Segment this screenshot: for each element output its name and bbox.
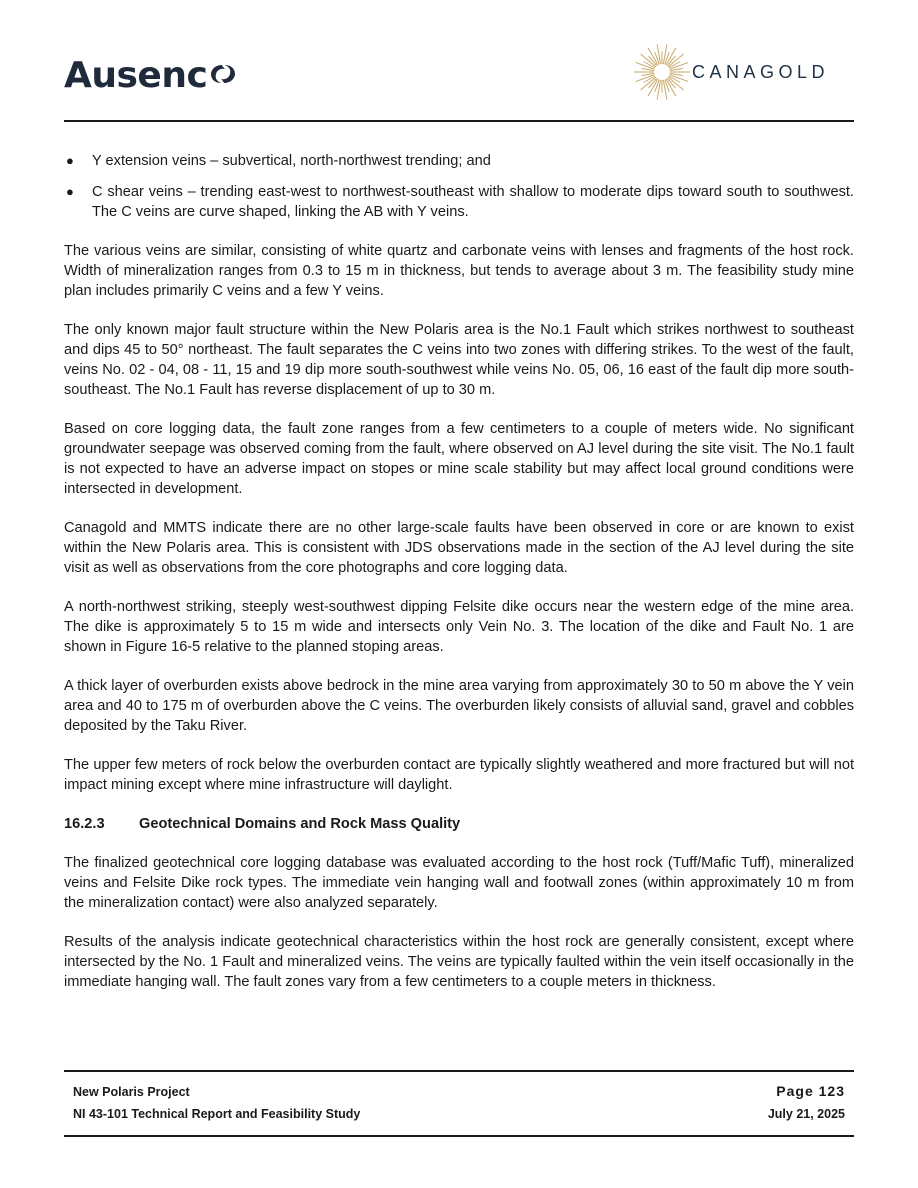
page-footer [73, 1083, 845, 1131]
paragraph: The various veins are similar, consisting of white quartz and carbonate veins with lenses and fragments of the host rock. Width of mineralization ranges from 0.3 to 15 m in thickness, but tends to average about 3 m. The feasibility study mine plan includes primarily C veins and a few Y veins. [64, 243, 854, 299]
bullet-text: Y extension veins – subvertical, north-northwest trending; and [92, 153, 491, 169]
header-divider [64, 120, 854, 122]
bullet-text: C shear veins – trending east-west to northwest-southeast with shallow to moderate dips toward south to southwest. The C veins are curve shaped, linking the AB with Y veins. [92, 184, 854, 220]
list-item: ● Y extension veins – subvertical, north-northwest trending; and [66, 153, 491, 169]
paragraph: Canagold and MMTS indicate there are no other large-scale faults have been observed in core or are known to exist within the New Polaris area. This is consistent with JDS observations made in the section of the AJ level during the site visit as well as observations from the core photographs and core logging data. [64, 520, 854, 576]
paragraph: A north-northwest striking, steeply west-southwest dipping Felsite dike occurs near the western edge of the mine area. The dike is approximately 5 to 15 m wide and intersects only Vein No. 3. The location of the dike and Fault No. 1 are shown in Figure 16-5 relative to the planned stoping areas. [64, 599, 854, 655]
section-heading [64, 814, 854, 834]
paragraph: Based on core logging data, the fault zone ranges from a few centimeters to a couple of meters wide. No significant groundwater seepage was observed coming from the fault, where observed on AJ level during the site visit. The No.1 fault is not expected to have an adverse impact on stopes or mine scale stability but may affect local ground conditions were intersected in development. [64, 421, 854, 497]
ausenco-logo [64, 56, 238, 97]
ausenco-swirl-icon [208, 57, 238, 97]
page-header [64, 38, 854, 124]
page-number: Page 123 [776, 1083, 845, 1099]
footer-date: July 21, 2025 [767, 1107, 845, 1121]
section-title: Geotechnical Domains and Rock Mass Quality [139, 816, 461, 832]
canagold-logo [634, 38, 854, 108]
ausenco-logo-text: Ausenc [64, 55, 208, 96]
canagold-logo-text: CANAGOLD [692, 62, 830, 82]
footer-divider-bottom [64, 1135, 854, 1137]
bullet-list [64, 151, 854, 222]
footer-divider-top [64, 1070, 854, 1072]
section-number: 16.2.3 [64, 816, 105, 832]
footer-report-title: NI 43-101 Technical Report and Feasibility Study [73, 1107, 361, 1121]
footer-project: New Polaris Project [73, 1085, 190, 1099]
paragraph: The upper few meters of rock below the overburden contact are typically slightly weathered and more fractured but will not impact mining except where mine infrastructure will daylight. [64, 757, 854, 793]
list-item: ● C shear veins – trending east-west to northwest-southeast with shallow to moderate dips toward south to southwest. The C veins are curve shaped, linking the AB with Y veins. [66, 184, 854, 220]
paragraph: The only known major fault structure within the New Polaris area is the No.1 Fault which strikes northwest to southeast and dips 45 to 50° northeast. The fault separates the C veins into two zones with differing strikes. To the west of the fault, veins No. 02 - 04, 08 - 11, 15 and 19 dip more south-southwest while veins No. 05, 06, 16 east of the fault dip more south-southeast. The No.1 Fault has reverse displacement of up to 30 m. [64, 322, 854, 398]
paragraph: A thick layer of overburden exists above bedrock in the mine area varying from approximately 30 to 50 m above the Y vein area and 40 to 175 m of overburden above the C veins. The overburden likely consists of alluvial sand, gravel and cobbles deposited by the Taku River. [64, 678, 854, 734]
page-body [64, 151, 854, 1011]
sunburst-icon [634, 40, 690, 104]
paragraph: Results of the analysis indicate geotechnical characteristics within the host rock are generally consistent, except where intersected by the No. 1 Fault and mineralized veins. The veins are typically faulted within the vein itself occasionally in the immediate hanging wall. The fault zones vary from a few centimeters to a couple meters in thickness. [64, 934, 854, 990]
paragraph: The finalized geotechnical core logging database was evaluated according to the host rock (Tuff/Mafic Tuff), mineralized veins and Felsite Dike rock types. The immediate vein hanging wall and footwall zones (within approximately 10 m from the mineralization contact) were also analyzed separately. [64, 855, 854, 911]
